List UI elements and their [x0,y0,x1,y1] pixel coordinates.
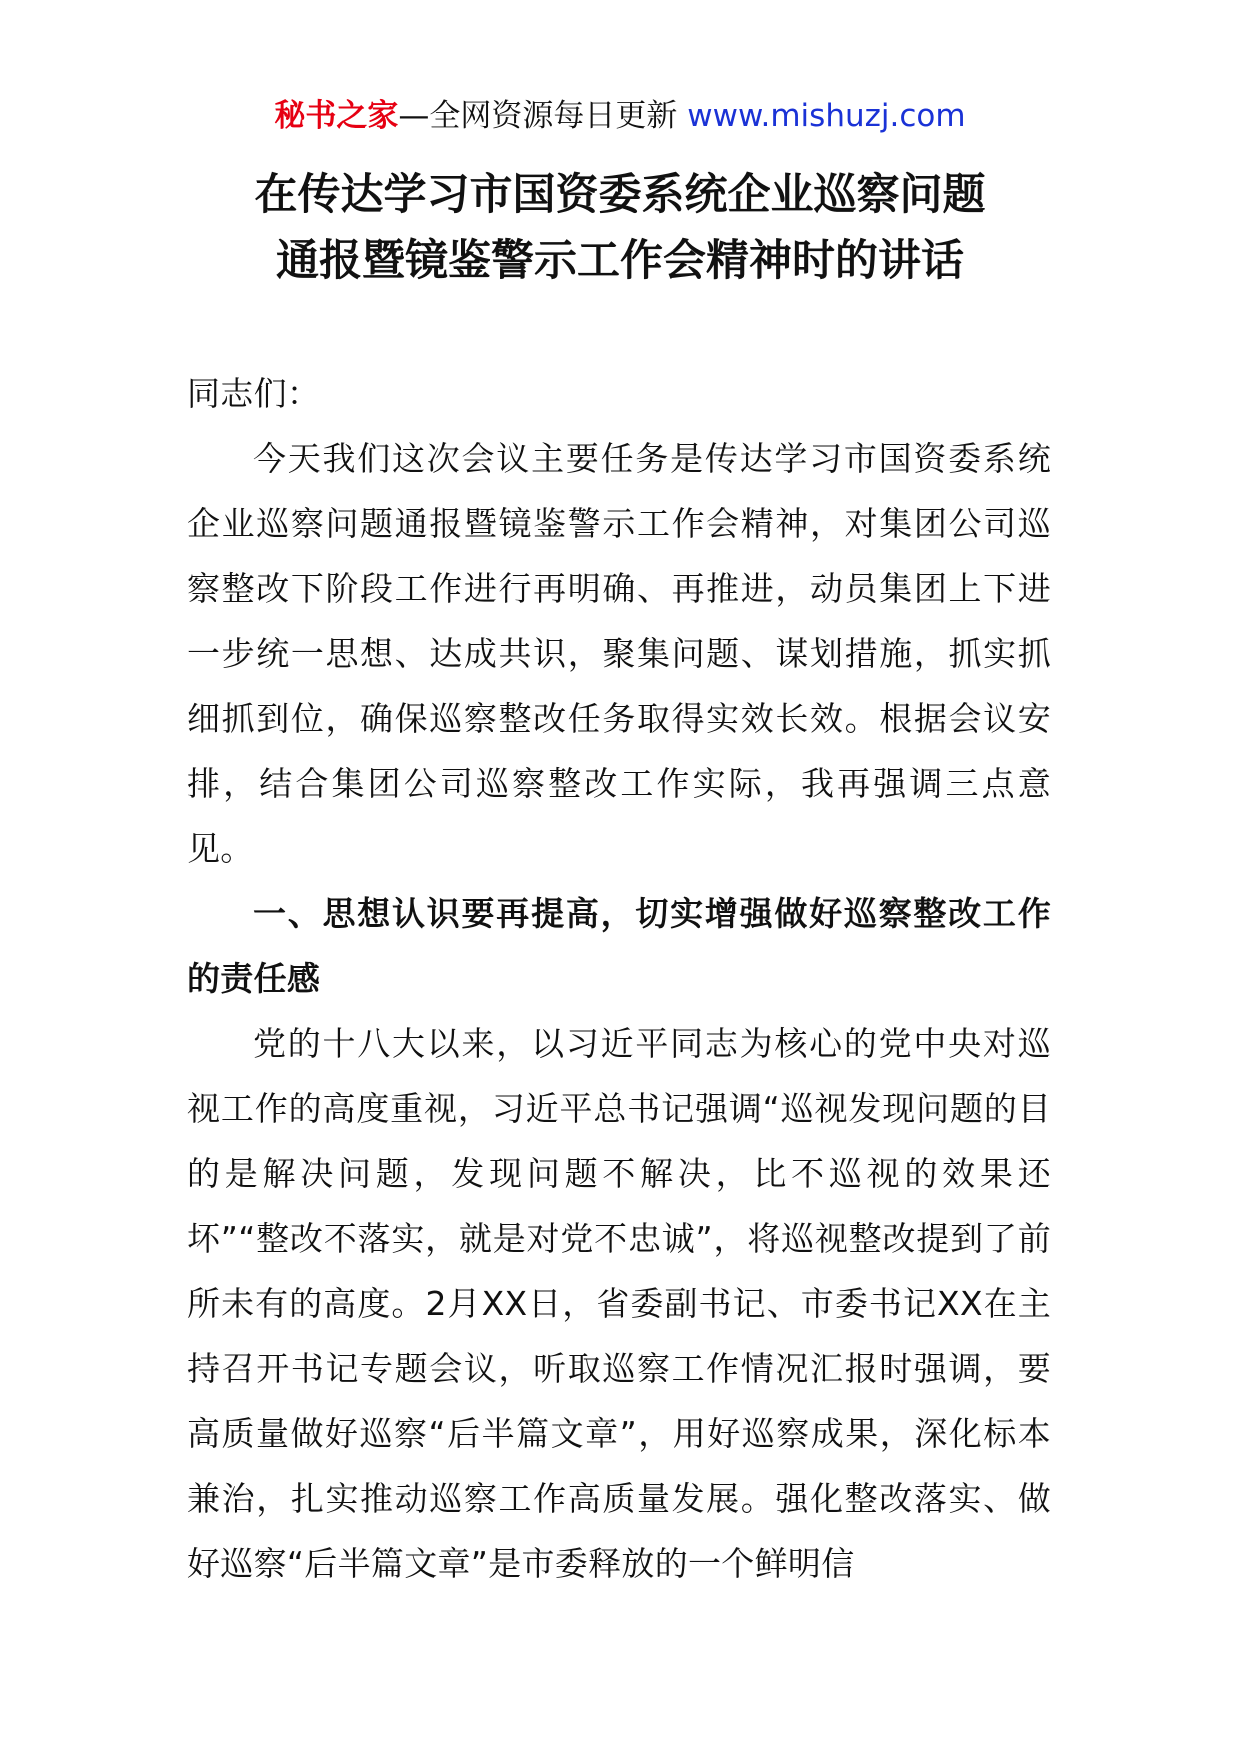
paragraph-intro: 今天我们这次会议主要任务是传达学习市国资委系统企业巡察问题通报暨镜鉴警示工作会精神，对集团公司巡察整改下阶段工作进行再明确、再推进，动员集团上下进一步统一思想、达成共识，聚集问题、谋划措施，抓实抓细抓到位，确保巡察整改任务取得实效长效。根据会议安排，结合集团公司巡察整改工作实际，我再强调三点意见。 [187,439,1051,868]
site-banner [0,96,1240,136]
document-title [0,162,1240,294]
banner-slogan: —全网资源每日更新 [398,98,678,134]
brand-name: 秘书之家 [274,98,399,134]
section-heading-1: 一、思想认识要再提高，切实增强做好巡察整改工作的责任感 [187,894,1051,998]
title-line-1: 在传达学习市国资委系统企业巡察问题 [254,170,986,220]
document-body [187,361,1051,1596]
paragraph-section-1: 党的十八大以来，以习近平同志为核心的党中央对巡视工作的高度重视，习近平总书记强调“巡视发现问题的目的是解决问题，发现问题不解决，比不巡视的效果还坏”“整改不落实，就是对党不忠诚”，将巡视整改提到了前所未有的高度。2月XX日，省委副书记、市委书记XX在主持召开书记专题会议，听取巡察工作情况汇报时强调，要高质量做好巡察“后半篇文章”，用好巡察成果，深化标本兼治，扎实推动巡察工作高质量发展。强化整改落实、做好巡察“后半篇文章”是市委释放的一个鲜明信 [187,1024,1051,1583]
site-url[interactable]: www.mishuzj.com [687,98,966,134]
salutation: 同志们： [187,374,321,413]
title-line-2: 通报暨镜鉴警示工作会精神时的讲话 [276,236,964,286]
